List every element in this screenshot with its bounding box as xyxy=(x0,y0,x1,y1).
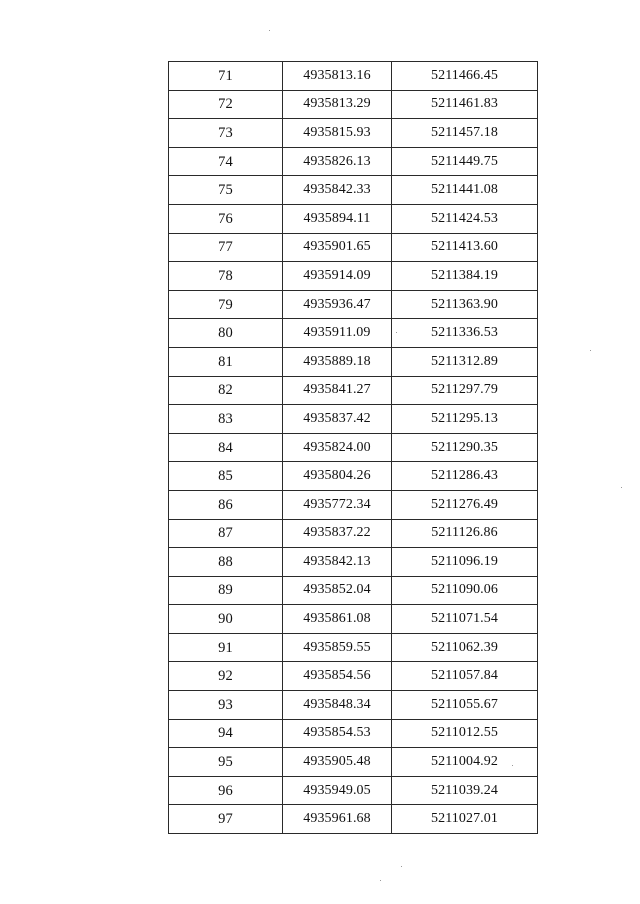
y-coordinate-cell: 5211062.39 xyxy=(392,633,538,662)
x-coordinate-cell: 4935905.48 xyxy=(283,748,392,777)
y-coordinate-cell: 5211012.55 xyxy=(392,719,538,748)
point-number-cell: 87 xyxy=(169,519,283,548)
y-coordinate-cell: 5211441.08 xyxy=(392,176,538,205)
x-coordinate-cell: 4935861.08 xyxy=(283,605,392,634)
point-number-cell: 79 xyxy=(169,290,283,319)
point-number-cell: 72 xyxy=(169,90,283,119)
y-coordinate-cell: 5211286.43 xyxy=(392,462,538,491)
y-coordinate-cell: 5211039.24 xyxy=(392,776,538,805)
scan-speck xyxy=(512,765,513,766)
x-coordinate-cell: 4935824.00 xyxy=(283,433,392,462)
point-number-cell: 78 xyxy=(169,262,283,291)
scan-speck xyxy=(380,880,381,881)
x-coordinate-cell: 4935961.68 xyxy=(283,805,392,834)
table-row xyxy=(169,605,538,634)
table-row xyxy=(169,262,538,291)
point-number-cell: 86 xyxy=(169,490,283,519)
y-coordinate-cell: 5211336.53 xyxy=(392,319,538,348)
table-row xyxy=(169,119,538,148)
table-row xyxy=(169,290,538,319)
x-coordinate-cell: 4935852.04 xyxy=(283,576,392,605)
y-coordinate-cell: 5211457.18 xyxy=(392,119,538,148)
point-number-cell: 82 xyxy=(169,376,283,405)
point-number-cell: 91 xyxy=(169,633,283,662)
x-coordinate-cell: 4935848.34 xyxy=(283,691,392,720)
table-row xyxy=(169,805,538,834)
x-coordinate-cell: 4935837.22 xyxy=(283,519,392,548)
x-coordinate-cell: 4935842.13 xyxy=(283,548,392,577)
y-coordinate-cell: 5211413.60 xyxy=(392,233,538,262)
y-coordinate-cell: 5211312.89 xyxy=(392,347,538,376)
table-row xyxy=(169,633,538,662)
x-coordinate-cell: 4935772.34 xyxy=(283,490,392,519)
y-coordinate-cell: 5211071.54 xyxy=(392,605,538,634)
y-coordinate-cell: 5211297.79 xyxy=(392,376,538,405)
y-coordinate-cell: 5211027.01 xyxy=(392,805,538,834)
y-coordinate-cell: 5211466.45 xyxy=(392,62,538,91)
point-number-cell: 80 xyxy=(169,319,283,348)
point-number-cell: 94 xyxy=(169,719,283,748)
table-row xyxy=(169,147,538,176)
point-number-cell: 95 xyxy=(169,748,283,777)
x-coordinate-cell: 4935842.33 xyxy=(283,176,392,205)
x-coordinate-cell: 4935936.47 xyxy=(283,290,392,319)
x-coordinate-cell: 4935854.53 xyxy=(283,719,392,748)
y-coordinate-cell: 5211055.67 xyxy=(392,691,538,720)
table-row xyxy=(169,576,538,605)
y-coordinate-cell: 5211276.49 xyxy=(392,490,538,519)
y-coordinate-cell: 5211461.83 xyxy=(392,90,538,119)
point-number-cell: 89 xyxy=(169,576,283,605)
point-number-cell: 83 xyxy=(169,405,283,434)
x-coordinate-cell: 4935901.65 xyxy=(283,233,392,262)
x-coordinate-cell: 4935826.13 xyxy=(283,147,392,176)
table-row xyxy=(169,90,538,119)
point-number-cell: 93 xyxy=(169,691,283,720)
x-coordinate-cell: 4935894.11 xyxy=(283,204,392,233)
x-coordinate-cell: 4935889.18 xyxy=(283,347,392,376)
table-row xyxy=(169,176,538,205)
x-coordinate-cell: 4935815.93 xyxy=(283,119,392,148)
point-number-cell: 76 xyxy=(169,204,283,233)
x-coordinate-cell: 4935859.55 xyxy=(283,633,392,662)
table-row xyxy=(169,347,538,376)
y-coordinate-cell: 5211290.35 xyxy=(392,433,538,462)
point-number-cell: 90 xyxy=(169,605,283,634)
y-coordinate-cell: 5211004.92 xyxy=(392,748,538,777)
point-number-cell: 73 xyxy=(169,119,283,148)
table-row xyxy=(169,62,538,91)
y-coordinate-cell: 5211090.06 xyxy=(392,576,538,605)
coordinate-table-body xyxy=(169,62,538,834)
y-coordinate-cell: 5211363.90 xyxy=(392,290,538,319)
table-row xyxy=(169,376,538,405)
scan-speck xyxy=(396,332,397,333)
point-number-cell: 96 xyxy=(169,776,283,805)
x-coordinate-cell: 4935949.05 xyxy=(283,776,392,805)
table-row xyxy=(169,776,538,805)
table-row xyxy=(169,748,538,777)
table-row xyxy=(169,490,538,519)
x-coordinate-cell: 4935813.16 xyxy=(283,62,392,91)
x-coordinate-cell: 4935804.26 xyxy=(283,462,392,491)
scan-speck xyxy=(269,30,270,31)
table-row xyxy=(169,405,538,434)
y-coordinate-cell: 5211384.19 xyxy=(392,262,538,291)
table-row xyxy=(169,519,538,548)
table-row xyxy=(169,319,538,348)
y-coordinate-cell: 5211057.84 xyxy=(392,662,538,691)
table-row xyxy=(169,462,538,491)
x-coordinate-cell: 4935854.56 xyxy=(283,662,392,691)
scan-speck xyxy=(401,866,402,867)
y-coordinate-cell: 5211295.13 xyxy=(392,405,538,434)
point-number-cell: 85 xyxy=(169,462,283,491)
x-coordinate-cell: 4935837.42 xyxy=(283,405,392,434)
point-number-cell: 74 xyxy=(169,147,283,176)
table-row xyxy=(169,204,538,233)
y-coordinate-cell: 5211449.75 xyxy=(392,147,538,176)
table-row xyxy=(169,548,538,577)
x-coordinate-cell: 4935813.29 xyxy=(283,90,392,119)
table-row xyxy=(169,719,538,748)
table-row xyxy=(169,662,538,691)
point-number-cell: 92 xyxy=(169,662,283,691)
x-coordinate-cell: 4935841.27 xyxy=(283,376,392,405)
point-number-cell: 75 xyxy=(169,176,283,205)
table-row xyxy=(169,433,538,462)
scan-speck xyxy=(590,350,591,351)
scan-speck xyxy=(621,487,622,488)
x-coordinate-cell: 4935914.09 xyxy=(283,262,392,291)
y-coordinate-cell: 5211424.53 xyxy=(392,204,538,233)
point-number-cell: 71 xyxy=(169,62,283,91)
point-number-cell: 84 xyxy=(169,433,283,462)
y-coordinate-cell: 5211096.19 xyxy=(392,548,538,577)
x-coordinate-cell: 4935911.09 xyxy=(283,319,392,348)
coordinate-table xyxy=(168,61,538,834)
table-row xyxy=(169,691,538,720)
y-coordinate-cell: 5211126.86 xyxy=(392,519,538,548)
table-row xyxy=(169,233,538,262)
point-number-cell: 77 xyxy=(169,233,283,262)
point-number-cell: 88 xyxy=(169,548,283,577)
point-number-cell: 81 xyxy=(169,347,283,376)
point-number-cell: 97 xyxy=(169,805,283,834)
